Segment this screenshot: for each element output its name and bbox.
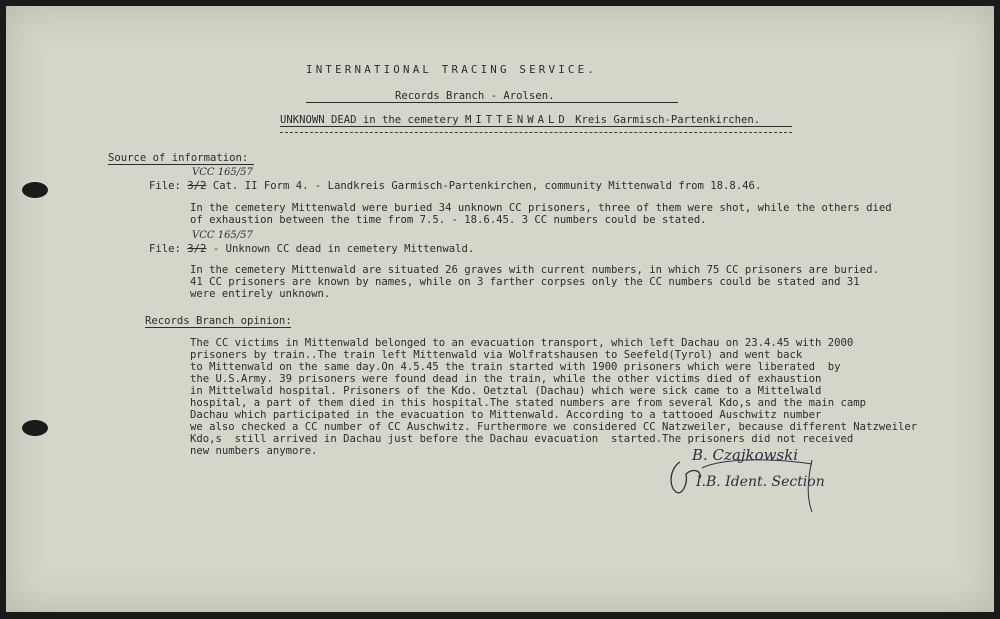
signature-name: B. Czajkowski [692,446,799,464]
file2-line: File: 3/2 - Unknown CC dead in cemetery Mittenwald. [149,243,475,255]
source-para2-line2: 41 CC prisoners are known by names, while on 3 farther corpses only the CC numbers could be stated and 31 [190,276,860,288]
opinion-heading: Records Branch opinion: [145,315,292,327]
opinion-line: in Mittelwald hospital. Prisoners of the Kdo. Oetztal (Dachau) which were sick came to a Mittelwald [190,385,822,397]
branch-title: Records Branch - Arolsen. [395,90,555,102]
org-title: INTERNATIONAL TRACING SERVICE. [306,63,598,76]
source-para2-line3: were entirely unknown. [190,288,331,300]
punch-hole-top [22,182,48,198]
source-para1-line2: of exhaustion between the time from 7.5. - 18.6.45. 3 CC numbers could be stated. [190,214,707,226]
opinion-heading-underline [145,327,291,328]
opinion-line: to Mittenwald on the same day.On 4.5.45 the train started with 1900 prisoners which were liberated by [190,361,841,373]
source-heading: Source of information: [108,152,249,164]
file2-handwritten-ref: VCC 165/57 [192,230,253,241]
file1-struck-ref: 3/2 [187,180,207,192]
file1-line: File: 3/2 Cat. II Form 4. - Landkreis Garmisch-Partenkirchen, community Mittenwald from 18.8.46. [149,180,762,192]
title-underline [280,126,792,127]
opinion-line: new numbers anymore. [190,445,318,457]
opinion-line: we also checked a CC number of CC Auschwitz. Furthermore we considered CC Natzweiler, because different Natzweiler [190,421,918,433]
opinion-line: Dachau which participated in the evacuation to Mittenwald. According to a tattooed Auschwitz number [190,409,822,421]
document-title: UNKNOWN DEAD in the cemetery MITTENWALD Kreis Garmisch-Partenkirchen. [280,114,761,126]
opinion-line: Kdo,s still arrived in Dachau just before the Dachau evacuation started.The prisoners did not received [190,433,854,445]
opinion-line: hospital, a part of them died in this hospital.The stated numbers are from several Kdo,s and the main camp [190,397,867,409]
branch-underline [306,102,678,103]
opinion-line: The CC victims in Mittenwald belonged to an evacuation transport, which left Dachau on 23.4.45 with 2000 [190,337,854,349]
source-para1-line1: In the cemetery Mittenwald were buried 34 unknown CC prisoners, three of them were shot, while the others died [190,202,892,214]
title-dashed-rule [280,132,792,133]
file1-handwritten-ref: VCC 165/57 [192,167,253,178]
opinion-line: prisoners by train..The train left Mittenwald via Wolfratshausen to Seefeld(Tyrol) and went back [190,349,803,361]
source-heading-underline [108,164,254,165]
document-page [6,6,994,612]
opinion-line: the U.S.Army. 39 prisoners were found dead in the train, while the other victims died of exhaustion [190,373,822,385]
file2-struck-ref: 3/2 [187,243,207,255]
source-para2-line1: In the cemetery Mittenwald are situated 26 graves with current numbers, in which 75 CC prisoners are buried. [190,264,879,276]
signature-title: I.B. Ident. Section [696,474,825,490]
punch-hole-bottom [22,420,48,436]
